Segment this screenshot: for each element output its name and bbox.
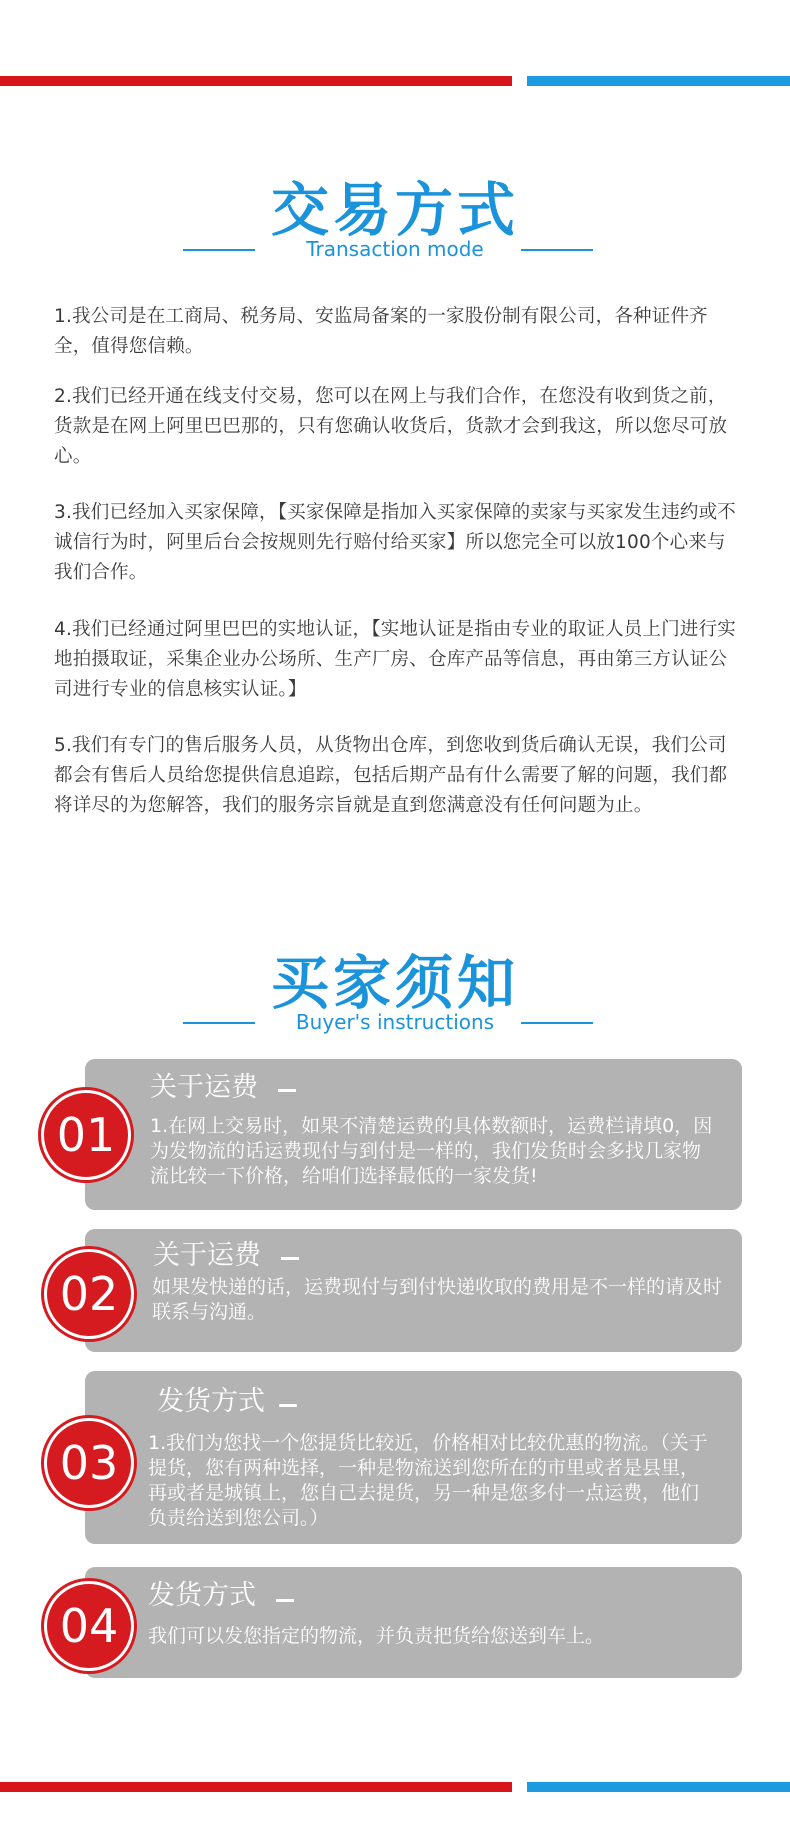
number-badge-01: 01 bbox=[41, 1090, 131, 1180]
card-body: 1.我们为您找一个您提货比较近，价格相对比较优惠的物流。（关于提货，您有两种选择，一种是物流送到您所在的市里或者是县里，再或者是城镇上，您自己去提货，另一种是您多付一点运费，他们负责给送到您公司。） bbox=[148, 1432, 708, 1529]
buyer-title: 买家须知 bbox=[270, 949, 519, 1017]
info-card-2 bbox=[85, 1229, 742, 1352]
transaction-paragraph-5: 5.我们有专门的售后服务人员，从货物出仓库，到您收到货后确认无误，我们公司都会有售后人员给您提供信息追踪，包括后期产品有什么需要了解的问题，我们都将详尽的为您解答，我们的服务宗旨就是直到您满意没有任何问题为止。 bbox=[54, 735, 728, 816]
info-card-3 bbox=[85, 1371, 742, 1544]
dash-icon bbox=[278, 1089, 296, 1092]
card-heading: 关于运费 bbox=[153, 1240, 261, 1271]
card-heading: 发货方式 bbox=[148, 1580, 256, 1611]
buyer-line-right bbox=[521, 1022, 593, 1024]
number-badge-04: 04 bbox=[44, 1581, 134, 1671]
transaction-subtitle: Transaction mode bbox=[306, 237, 484, 261]
info-card-4 bbox=[85, 1567, 742, 1678]
number-badge-03: 03 bbox=[44, 1418, 134, 1508]
dash-icon bbox=[279, 1404, 297, 1407]
dash-icon bbox=[281, 1257, 299, 1260]
transaction-paragraph-3: 3.我们已经加入买家保障，【买家保障是指加入买家保障的卖家与买家发生违约或不诚信行为时，阿里后台会按规则先行赔付给买家】所以您完全可以放100个心来与我们合作。 bbox=[54, 502, 737, 583]
card-body: 如果发快递的话，运费现付与到付快递收取的费用是不一样的请及时联系与沟通。 bbox=[152, 1276, 723, 1323]
bottom-blue-stripe bbox=[527, 1782, 790, 1792]
top-red-stripe bbox=[0, 76, 512, 86]
bottom-red-stripe bbox=[0, 1782, 512, 1792]
info-card-1 bbox=[85, 1059, 742, 1210]
transaction-paragraph-1: 1.我公司是在工商局、税务局、安监局备案的一家股份制有限公司，各种证件齐全，值得您信赖。 bbox=[54, 306, 708, 357]
dash-icon bbox=[276, 1599, 294, 1602]
top-blue-stripe bbox=[527, 76, 790, 86]
card-heading: 关于运费 bbox=[150, 1072, 258, 1103]
transaction-title: 交易方式 bbox=[270, 176, 519, 244]
card-body: 1.在网上交易时，如果不清楚运费的具体数额时，运费栏请填0，因为发物流的话运费现付与到付是一样的，我们发货时会多找几家物流比较一下价格，给咱们选择最低的一家发货! bbox=[150, 1115, 713, 1187]
buyer-subtitle: Buyer's instructions bbox=[295, 1010, 495, 1034]
card-heading: 发货方式 bbox=[157, 1386, 265, 1417]
card-body: 我们可以发您指定的物流，并负责把货给您送到车上。 bbox=[148, 1625, 605, 1647]
title-line-right bbox=[521, 249, 593, 251]
transaction-paragraph-4: 4.我们已经通过阿里巴巴的实地认证，【实地认证是指由专业的取证人员上门进行实地拍摄取证，采集企业办公场所、生产厂房、仓库产品等信息，再由第三方认证公司进行专业的信息核实认证。】 bbox=[54, 619, 737, 700]
transaction-paragraph-2: 2.我们已经开通在线支付交易，您可以在网上与我们合作，在您没有收到货之前，货款是在网上阿里巴巴那的，只有您确认收货后，货款才会到我这，所以您尽可放心。 bbox=[54, 386, 728, 467]
number-badge-02: 02 bbox=[44, 1249, 134, 1339]
